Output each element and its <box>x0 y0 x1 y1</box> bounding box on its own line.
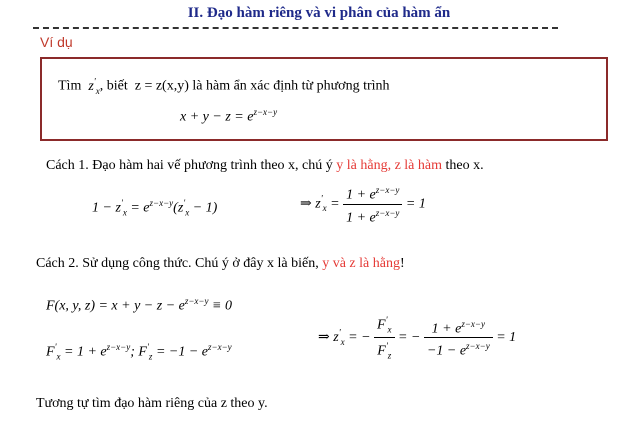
problem-box <box>40 57 608 141</box>
method2-fraction-e: $\frac{1 + e^{z-x-y}}{-1 - e^{z-x-y}}$ <box>424 316 493 360</box>
method2-highlight: y và z là hằng <box>322 256 400 271</box>
footer-note: Tương tự tìm đạo hàm riêng của z theo y. <box>36 396 268 411</box>
method1-equation: $1 - z'_x = e^{z-x-y}(z'_x - 1)$ <box>92 198 218 218</box>
method2-fraction-F: $\frac{F'_x}{F'_z}$ <box>374 312 395 364</box>
problem-text-b: , biết <box>99 78 128 94</box>
method1-intro: Cách 1. Đạo hàm hai vế phương trình theo x, chú ý y là hằng, z là hàm theo x. <box>46 158 484 173</box>
method1-highlight: y là hằng, z là hàm <box>336 158 443 173</box>
method2-result: ⇒ $z'_x$ = − $\frac{F'_x}{F'_z}$ = − $\frac{1 + e^{z-x-y}}{-1 - e^{z-x-y}}$ = 1 <box>318 312 516 364</box>
problem-text-a: Tìm <box>58 78 82 94</box>
method2-F-definition: F(x, y, $z) = x + y - z - e^{z-x-y} \equiv 0$ <box>46 296 232 314</box>
section-title: II. Đạo hàm riêng và vi phân của hàm ẩn <box>187 5 451 21</box>
dashed-divider <box>33 27 558 29</box>
method1-result: ⇒ $z'_x$ = $\frac{1 + e^{z-x-y}}{1 + e^{z-x-y}}$ = 1 <box>300 182 426 226</box>
method2-intro: Cách 2. Sử dụng công thức. Chú ý ở đây x là biến, y và z là hằng! <box>36 256 405 271</box>
problem-text-c: z = z(x,y) là hàm ẩn xác định từ phương trình <box>134 78 390 94</box>
method1-fraction: $\frac{1 + e^{z-x-y}}{1 + e^{z-x-y}}$ <box>343 182 402 226</box>
example-label: Ví dụ <box>40 34 73 50</box>
problem-statement <box>58 76 390 95</box>
problem-equation: $x + y - z = e^{z-x-y}$ <box>180 107 278 125</box>
z-x-symbol: $z'_x$ <box>84 76 100 96</box>
method2-partials: $F'_x = 1 + e^{z-x-y}$; $F'_z = -1 - e^{z-x-y}$ <box>46 342 232 362</box>
